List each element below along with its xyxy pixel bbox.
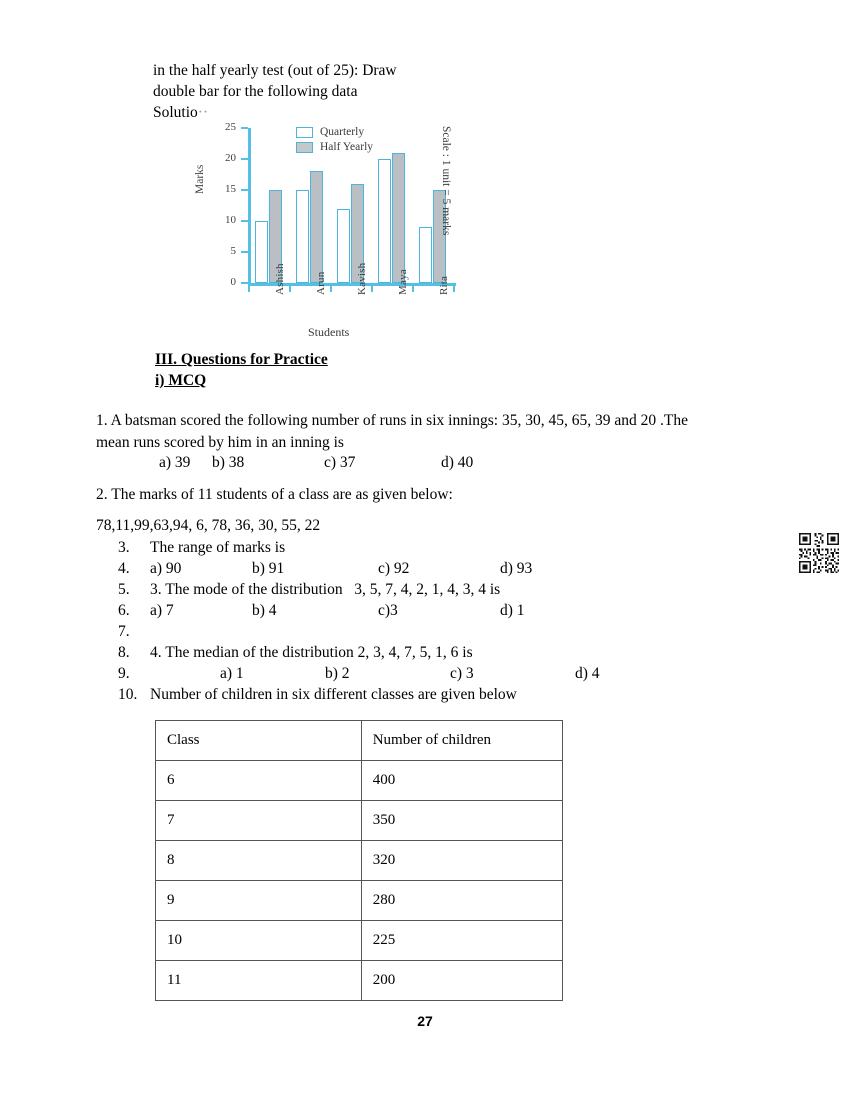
- y-tick-label: 20: [225, 152, 236, 164]
- list-item-body: The range of marks is: [150, 539, 286, 556]
- numbered-question-list: [118, 537, 758, 705]
- solution-faded-text: ··: [197, 104, 209, 121]
- table-row: [156, 801, 563, 841]
- list-item: [118, 558, 758, 579]
- answer-option[interactable]: a) 90: [150, 560, 182, 577]
- x-tick-mark: [330, 286, 332, 292]
- legend-item-quarterly: [296, 126, 373, 138]
- prompt-line-2: double bar for the following data: [153, 83, 358, 100]
- answer-option[interactable]: b) 91: [252, 560, 285, 577]
- problem-prompt: [153, 60, 573, 123]
- table-cell-children: 225: [361, 921, 562, 961]
- x-tick-mark: [412, 286, 414, 292]
- answer-option[interactable]: b) 38: [212, 454, 245, 471]
- answer-option[interactable]: a) 7: [150, 602, 174, 619]
- table-header-children: Number of children: [361, 721, 562, 761]
- table-row: [156, 921, 563, 961]
- chart-y-axis-label: Marks: [194, 164, 206, 194]
- double-bar-chart: [194, 121, 490, 342]
- list-item-number: 3.: [118, 539, 130, 556]
- question-1-options: [96, 452, 756, 474]
- chart-bar: [392, 153, 405, 283]
- answer-option[interactable]: b) 4: [252, 602, 277, 619]
- answer-option[interactable]: b) 2: [325, 665, 350, 682]
- x-category-label: Ashish: [273, 263, 286, 295]
- table-header-row: [156, 721, 563, 761]
- table-row: [156, 761, 563, 801]
- x-category-label: Arun: [314, 271, 327, 295]
- table-cell-class: 8: [156, 841, 362, 881]
- option-row: [96, 452, 756, 474]
- list-item: [118, 537, 758, 558]
- table-cell-children: 200: [361, 961, 562, 1001]
- legend-swatch-quarterly: [296, 127, 313, 138]
- prompt-line-1: in the half yearly test (out of 25): Draw: [153, 62, 397, 79]
- x-tick-mark: [453, 286, 455, 292]
- table-row: [156, 961, 563, 1001]
- chart-x-axis-label: Students: [308, 325, 350, 339]
- list-item-number: 9.: [118, 665, 130, 682]
- y-tick-label: 15: [225, 183, 236, 195]
- list-item-body: Number of children in six different classes are given below: [150, 686, 517, 703]
- answer-option[interactable]: c) 37: [324, 454, 356, 471]
- table-cell-class: 9: [156, 881, 362, 921]
- section-heading-practice: III. Questions for Practice: [155, 351, 328, 368]
- chart-bar: [419, 227, 432, 283]
- question-1-text: [96, 410, 756, 454]
- chart-scale-annotation: Scale : 1 unit = 5 marks: [440, 126, 452, 236]
- y-tick-mark: [241, 251, 248, 253]
- answer-option[interactable]: c) 92: [378, 560, 410, 577]
- x-category-label: Kavish: [355, 262, 368, 295]
- list-item-number: 5.: [118, 581, 130, 598]
- children-per-class-table: [155, 720, 563, 1001]
- table-cell-children: 400: [361, 761, 562, 801]
- answer-option[interactable]: d) 93: [500, 560, 533, 577]
- table-row: [156, 881, 563, 921]
- chart-bar: [296, 190, 309, 283]
- x-category-label: Rita: [437, 275, 450, 295]
- chart-bar: [310, 171, 323, 283]
- list-item-number: 4.: [118, 560, 130, 577]
- y-tick-mark: [241, 282, 248, 284]
- y-tick-label: 10: [225, 214, 236, 226]
- table-cell-children: 280: [361, 881, 562, 921]
- answer-option[interactable]: d) 1: [500, 602, 525, 619]
- y-tick-mark: [241, 127, 248, 129]
- x-tick-mark: [289, 286, 291, 292]
- list-item: [118, 663, 758, 684]
- list-item: [118, 642, 758, 663]
- answer-option[interactable]: d) 4: [575, 665, 600, 682]
- table-cell-class: 7: [156, 801, 362, 841]
- x-tick-mark: [248, 286, 250, 292]
- answer-option[interactable]: d) 40: [441, 454, 474, 471]
- qr-code[interactable]: [797, 531, 841, 575]
- prompt-line-3: [153, 102, 573, 123]
- table-row: [156, 841, 563, 881]
- y-tick-mark: [241, 189, 248, 191]
- chart-bar: [255, 221, 268, 283]
- table-cell-class: 11: [156, 961, 362, 1001]
- y-tick-label: 25: [225, 121, 236, 133]
- y-tick-mark: [241, 220, 248, 222]
- list-item: [118, 684, 758, 705]
- page-number: 27: [417, 1013, 433, 1029]
- legend-swatch-half-yearly: [296, 142, 313, 153]
- list-item-number: 6.: [118, 602, 130, 619]
- x-category-label: Maya: [396, 269, 409, 295]
- answer-option[interactable]: a) 1: [220, 665, 244, 682]
- list-item-number: 8.: [118, 644, 130, 661]
- question-1-line-2: mean runs scored by him in an inning is: [96, 434, 344, 451]
- question-1-line-1: 1. A batsman scored the following number of runs in six innings: 35, 30, 45, 65, 39 and 20 .The: [96, 412, 688, 429]
- y-tick-label: 5: [230, 245, 236, 257]
- list-item-number: 10.: [118, 686, 138, 703]
- y-tick-label: 0: [230, 276, 236, 288]
- answer-option[interactable]: c) 3: [450, 665, 474, 682]
- table-cell-children: 320: [361, 841, 562, 881]
- legend-label-quarterly: Quarterly: [320, 126, 365, 138]
- question-2-data: 78,11,99,63,94, 6, 78, 36, 30, 55, 22: [96, 517, 321, 534]
- question-2-text: 2. The marks of 11 students of a class are as given below:: [96, 486, 453, 503]
- section-heading-mcq: i) MCQ: [155, 372, 207, 389]
- answer-option[interactable]: a) 39: [159, 454, 191, 471]
- legend-item-half-yearly: [296, 141, 373, 153]
- chart-legend: [296, 126, 373, 156]
- x-tick-mark: [371, 286, 373, 292]
- y-tick-mark: [241, 158, 248, 160]
- answer-option[interactable]: c)3: [378, 602, 398, 619]
- list-item: [118, 600, 758, 621]
- list-item: [118, 621, 758, 642]
- list-item-body: 3. The mode of the distribution 3, 5, 7, 4, 2, 1, 4, 3, 4 is: [150, 581, 501, 598]
- table-cell-class: 6: [156, 761, 362, 801]
- legend-label-half-yearly: Half Yearly: [320, 141, 374, 153]
- chart-bar: [378, 159, 391, 283]
- table-cell-children: 350: [361, 801, 562, 841]
- list-item: [118, 579, 758, 600]
- table-cell-class: 10: [156, 921, 362, 961]
- list-item-number: 7.: [118, 623, 130, 640]
- list-item-body: 4. The median of the distribution 2, 3, 4, 7, 5, 1, 6 is: [150, 644, 473, 661]
- solution-label: Solutio: [153, 104, 198, 121]
- chart-bar: [337, 209, 350, 283]
- table-header-class: Class: [156, 721, 362, 761]
